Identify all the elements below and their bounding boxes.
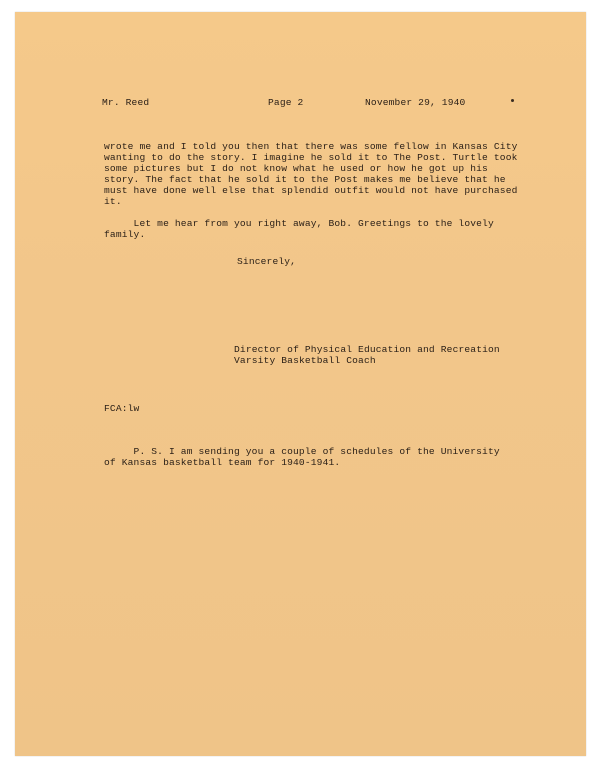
signature-title: Director of Physical Education and Recreation — [234, 344, 500, 355]
body-line: it. — [104, 196, 122, 207]
body-line: family. — [104, 229, 146, 240]
body-line: story. The fact that he sold it to the Post makes me believe that he — [104, 174, 506, 185]
postscript-line: of Kansas basketball team for 1940-1941. — [104, 457, 341, 468]
postscript-line: P. S. I am sending you a couple of schedules of the University — [104, 446, 500, 457]
page-number: Page 2 — [268, 97, 304, 108]
body-line: must have done well else that splendid outfit would not have purchased — [104, 185, 518, 196]
body-line: wanting to do the story. I imagine he sold it to The Post. Turtle took — [104, 152, 518, 163]
body-line: wrote me and I told you then that there was some fellow in Kansas City — [104, 141, 518, 152]
signature-title: Varsity Basketball Coach — [234, 355, 376, 366]
letter-date: November 29, 1940 — [365, 97, 466, 108]
closing: Sincerely, — [237, 256, 297, 267]
body-line: Let me hear from you right away, Bob. Greetings to the lovely — [104, 218, 494, 229]
punch-mark — [511, 99, 514, 102]
recipient-header: Mr. Reed — [102, 97, 150, 108]
letter-page — [15, 12, 586, 756]
typist-initials: FCA:lw — [104, 403, 140, 414]
body-line: some pictures but I do not know what he used or how he got up his — [104, 163, 488, 174]
